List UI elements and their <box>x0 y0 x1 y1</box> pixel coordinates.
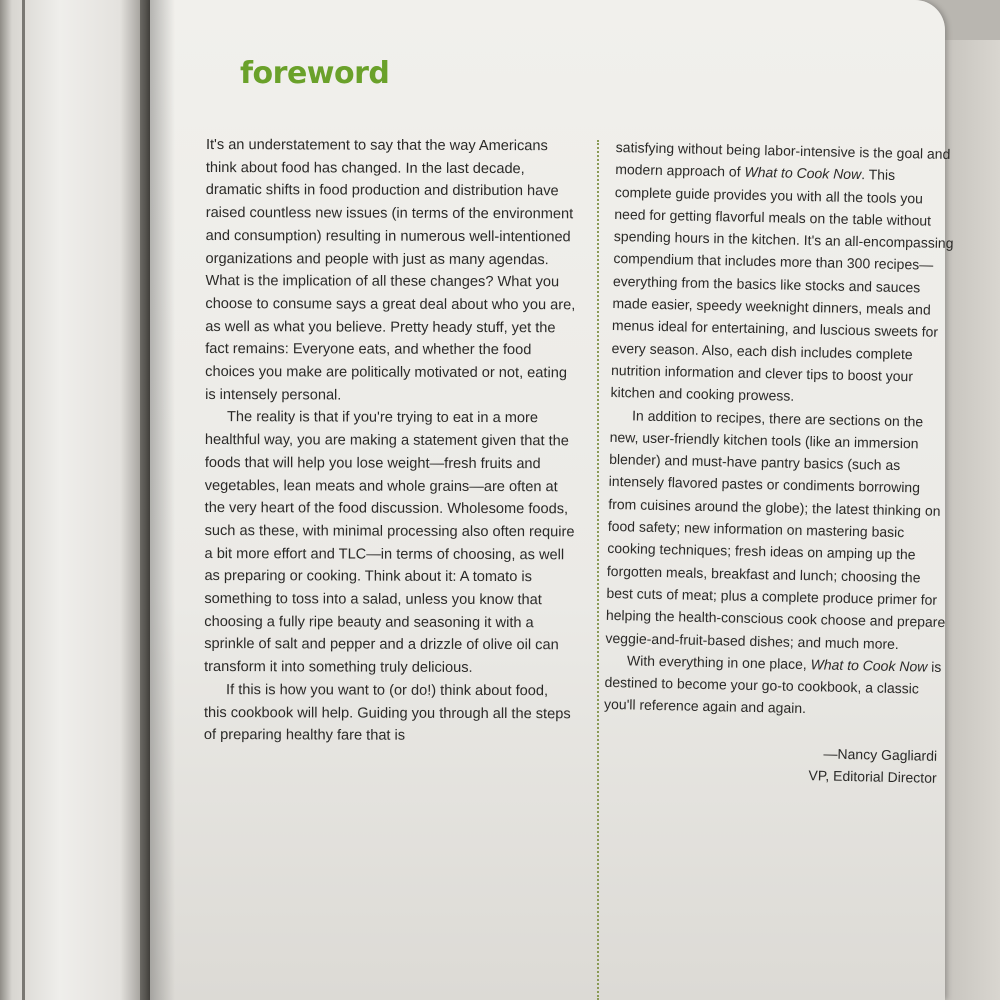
column-divider <box>597 140 599 1000</box>
book-title: What to Cook Now <box>810 656 928 675</box>
page-edge <box>22 0 25 1000</box>
paragraph: In addition to recipes, there are sections on the new, user-friendly kitchen tools (like an immersion blender) and must-have pantry basics (such as intensely flavored pastes or condiments borrowing from cuisines around the globe); the latest thinking on food safety; new information on mastering basic cooking techniques; fresh ideas on amping up the forgotten meals, breakfast and lunch; choosing the best cuts of meat; plus a complete produce primer for helping the health-conscious cook choose and prepare veggie-and-fruit-based dishes; and much more. <box>605 406 946 652</box>
paragraph: It's an understatement to say that the way Americans think about food has changed. In the last decade, dramatic shifts in food production and distribution have raised countless new issues (in terms of the environment and consumption) resulting in numerous well-intentioned organizations and people with just as many agendas. What is the implication of all these changes? What you choose to consume says a great deal about who you are, as well as what you believe. Pretty heady stuff, yet the fact remains: Everyone eats, and whether the food choices you make are politically motivated or not, eating is intensely personal. <box>205 136 576 404</box>
binding-edge <box>140 0 150 1000</box>
paragraph: With everything in one place, What to Cook Now is destined to become your go-to cookbook, a classic you'll reference again and again. <box>603 652 942 717</box>
signature-role: VP, Editorial Director <box>808 767 937 786</box>
paragraph: The reality is that if you're trying to eat in a more healthful way, you are making a statement given that the foods that will help you lose weight—fresh fruits and vegetables, lean meats and whole grains—are often at the very heart of the food discussion. Wholesome foods, such as these, with minimal processing also often require a bit more effort and TLC—in terms of choosing, as well as preparing or cooking. Think about it: A tomato is something to toss into a salad, unless you know that choosing a fully ripe beauty and seasoning it with a sprinkle of salt and pepper and a drizzle of olive oil can transform it into something truly delicious. <box>204 409 575 677</box>
paragraph: satisfying without being labor-intensive is the goal and modern approach of What to Cook Now. This complete guide provides you with all the tools you need for getting flavorful meals on the table without spending hours in the kitchen. It's an all-encompassing compendium that includes more than 300 recipes—everything from the basics like stocks and sauces made easier, speedy weeknight dinners, meals and menus ideal for entertaining, and luscious sweets for every season. Also, each dish includes complete nutrition information and clever tips to boost your kitchen and cooking prowess. <box>610 138 954 405</box>
signature-name: —Nancy Gagliardi <box>823 745 938 764</box>
book-title: What to Cook Now <box>744 163 862 183</box>
background-left-page <box>0 0 150 1000</box>
right-column <box>602 136 955 789</box>
signature <box>602 738 943 790</box>
fold-shadow <box>150 0 175 1000</box>
left-column <box>204 134 576 748</box>
page-title: foreword <box>240 56 390 91</box>
paragraph: If this is how you want to (or do!) think about food, this cookbook will help. Guiding you through all the steps of preparing healthy fare that is <box>203 681 571 744</box>
